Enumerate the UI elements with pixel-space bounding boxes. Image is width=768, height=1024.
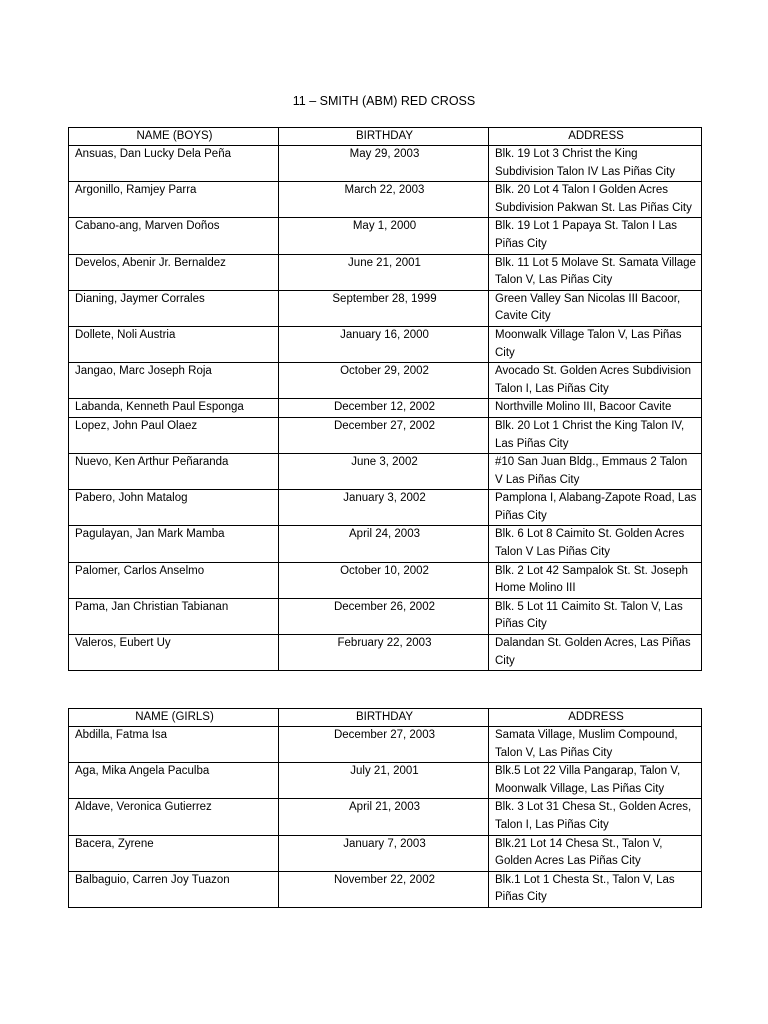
name-cell: Abdilla, Fatma Isa (69, 727, 279, 763)
table-row (69, 146, 702, 182)
birthday-cell: January 16, 2000 (279, 326, 489, 362)
birthday-cell: July 21, 2001 (279, 763, 489, 799)
girls-name-header: NAME (GIRLS) (69, 709, 279, 727)
name-cell: Labanda, Kenneth Paul Esponga (69, 399, 279, 418)
name-cell: Balbaguio, Carren Joy Tuazon (69, 871, 279, 907)
birthday-cell: May 29, 2003 (279, 146, 489, 182)
address-cell: Blk. 19 Lot 1 Papaya St. Talon I Las Piñas City (489, 218, 702, 254)
table-row (69, 218, 702, 254)
birthday-cell: June 3, 2002 (279, 454, 489, 490)
address-cell: Green Valley San Nicolas III Bacoor, Cavite City (489, 290, 702, 326)
address-cell: #10 San Juan Bldg., Emmaus 2 Talon V Las Piñas City (489, 454, 702, 490)
birthday-cell: September 28, 1999 (279, 290, 489, 326)
table-row (69, 871, 702, 907)
table-row (69, 763, 702, 799)
birthday-cell: March 22, 2003 (279, 182, 489, 218)
name-cell: Valeros, Eubert Uy (69, 635, 279, 671)
address-cell: Blk.1 Lot 1 Chesta St., Talon V, Las Piñas City (489, 871, 702, 907)
name-cell: Palomer, Carlos Anselmo (69, 562, 279, 598)
birthday-cell: January 3, 2002 (279, 490, 489, 526)
address-cell: Samata Village, Muslim Compound, Talon V, Las Piñas City (489, 727, 702, 763)
table-row (69, 417, 702, 453)
boys-table-body (69, 146, 702, 671)
birthday-cell: December 27, 2002 (279, 417, 489, 453)
address-cell: Blk.21 Lot 14 Chesa St., Talon V, Golden Acres Las Piñas City (489, 835, 702, 871)
address-cell: Blk. 5 Lot 11 Caimito St. Talon V, Las Piñas City (489, 598, 702, 634)
address-cell: Blk.5 Lot 22 Villa Pangarap, Talon V, Moonwalk Village, Las Piñas City (489, 763, 702, 799)
birthday-cell: December 27, 2003 (279, 727, 489, 763)
name-cell: Lopez, John Paul Olaez (69, 417, 279, 453)
table-row (69, 326, 702, 362)
table-row (69, 635, 702, 671)
name-cell: Pabero, John Matalog (69, 490, 279, 526)
address-cell: Blk. 2 Lot 42 Sampalok St. St. Joseph Home Molino III (489, 562, 702, 598)
birthday-cell: October 29, 2002 (279, 363, 489, 399)
name-cell: Dianing, Jaymer Corrales (69, 290, 279, 326)
boys-table (68, 127, 702, 671)
name-cell: Pama, Jan Christian Tabianan (69, 598, 279, 634)
name-cell: Aldave, Veronica Gutierrez (69, 799, 279, 835)
table-row (69, 562, 702, 598)
name-cell: Cabano-ang, Marven Doños (69, 218, 279, 254)
table-row (69, 526, 702, 562)
table-row (69, 799, 702, 835)
boys-name-header: NAME (BOYS) (69, 128, 279, 146)
name-cell: Dollete, Noli Austria (69, 326, 279, 362)
name-cell: Argonillo, Ramjey Parra (69, 182, 279, 218)
girls-address-header: ADDRESS (489, 709, 702, 727)
girls-table (68, 708, 702, 908)
table-row (69, 454, 702, 490)
address-cell: Pamplona I, Alabang-Zapote Road, Las Piñas City (489, 490, 702, 526)
table-row (69, 835, 702, 871)
table-row (69, 598, 702, 634)
address-cell: Moonwalk Village Talon V, Las Piñas City (489, 326, 702, 362)
table-row (69, 290, 702, 326)
name-cell: Bacera, Zyrene (69, 835, 279, 871)
name-cell: Jangao, Marc Joseph Roja (69, 363, 279, 399)
address-cell: Blk. 19 Lot 3 Christ the King Subdivision Talon IV Las Piñas City (489, 146, 702, 182)
table-row (69, 254, 702, 290)
name-cell: Aga, Mika Angela Paculba (69, 763, 279, 799)
boys-address-header: ADDRESS (489, 128, 702, 146)
birthday-cell: December 26, 2002 (279, 598, 489, 634)
girls-header-row (69, 709, 702, 727)
name-cell: Ansuas, Dan Lucky Dela Peña (69, 146, 279, 182)
address-cell: Blk. 6 Lot 8 Caimito St. Golden Acres Talon V Las Piñas City (489, 526, 702, 562)
address-cell: Blk. 20 Lot 1 Christ the King Talon IV, Las Piñas City (489, 417, 702, 453)
birthday-cell: December 12, 2002 (279, 399, 489, 418)
address-cell: Avocado St. Golden Acres Subdivision Talon I, Las Piñas City (489, 363, 702, 399)
table-row (69, 399, 702, 418)
boys-birthday-header: BIRTHDAY (279, 128, 489, 146)
birthday-cell: April 21, 2003 (279, 799, 489, 835)
address-cell: Blk. 11 Lot 5 Molave St. Samata Village Talon V, Las Piñas City (489, 254, 702, 290)
boys-header-row (69, 128, 702, 146)
table-row (69, 727, 702, 763)
birthday-cell: May 1, 2000 (279, 218, 489, 254)
girls-birthday-header: BIRTHDAY (279, 709, 489, 727)
address-cell: Northville Molino III, Bacoor Cavite (489, 399, 702, 418)
girls-table-body (69, 727, 702, 908)
birthday-cell: January 7, 2003 (279, 835, 489, 871)
birthday-cell: February 22, 2003 (279, 635, 489, 671)
birthday-cell: April 24, 2003 (279, 526, 489, 562)
address-cell: Blk. 20 Lot 4 Talon I Golden Acres Subdivision Pakwan St. Las Piñas City (489, 182, 702, 218)
birthday-cell: June 21, 2001 (279, 254, 489, 290)
name-cell: Pagulayan, Jan Mark Mamba (69, 526, 279, 562)
address-cell: Blk. 3 Lot 31 Chesa St., Golden Acres, Talon I, Las Piñas City (489, 799, 702, 835)
table-row (69, 490, 702, 526)
birthday-cell: November 22, 2002 (279, 871, 489, 907)
address-cell: Dalandan St. Golden Acres, Las Piñas City (489, 635, 702, 671)
table-row (69, 363, 702, 399)
name-cell: Nuevo, Ken Arthur Peñaranda (69, 454, 279, 490)
table-row (69, 182, 702, 218)
birthday-cell: October 10, 2002 (279, 562, 489, 598)
name-cell: Develos, Abenir Jr. Bernaldez (69, 254, 279, 290)
page-title: 11 – SMITH (ABM) RED CROSS (292, 94, 476, 108)
